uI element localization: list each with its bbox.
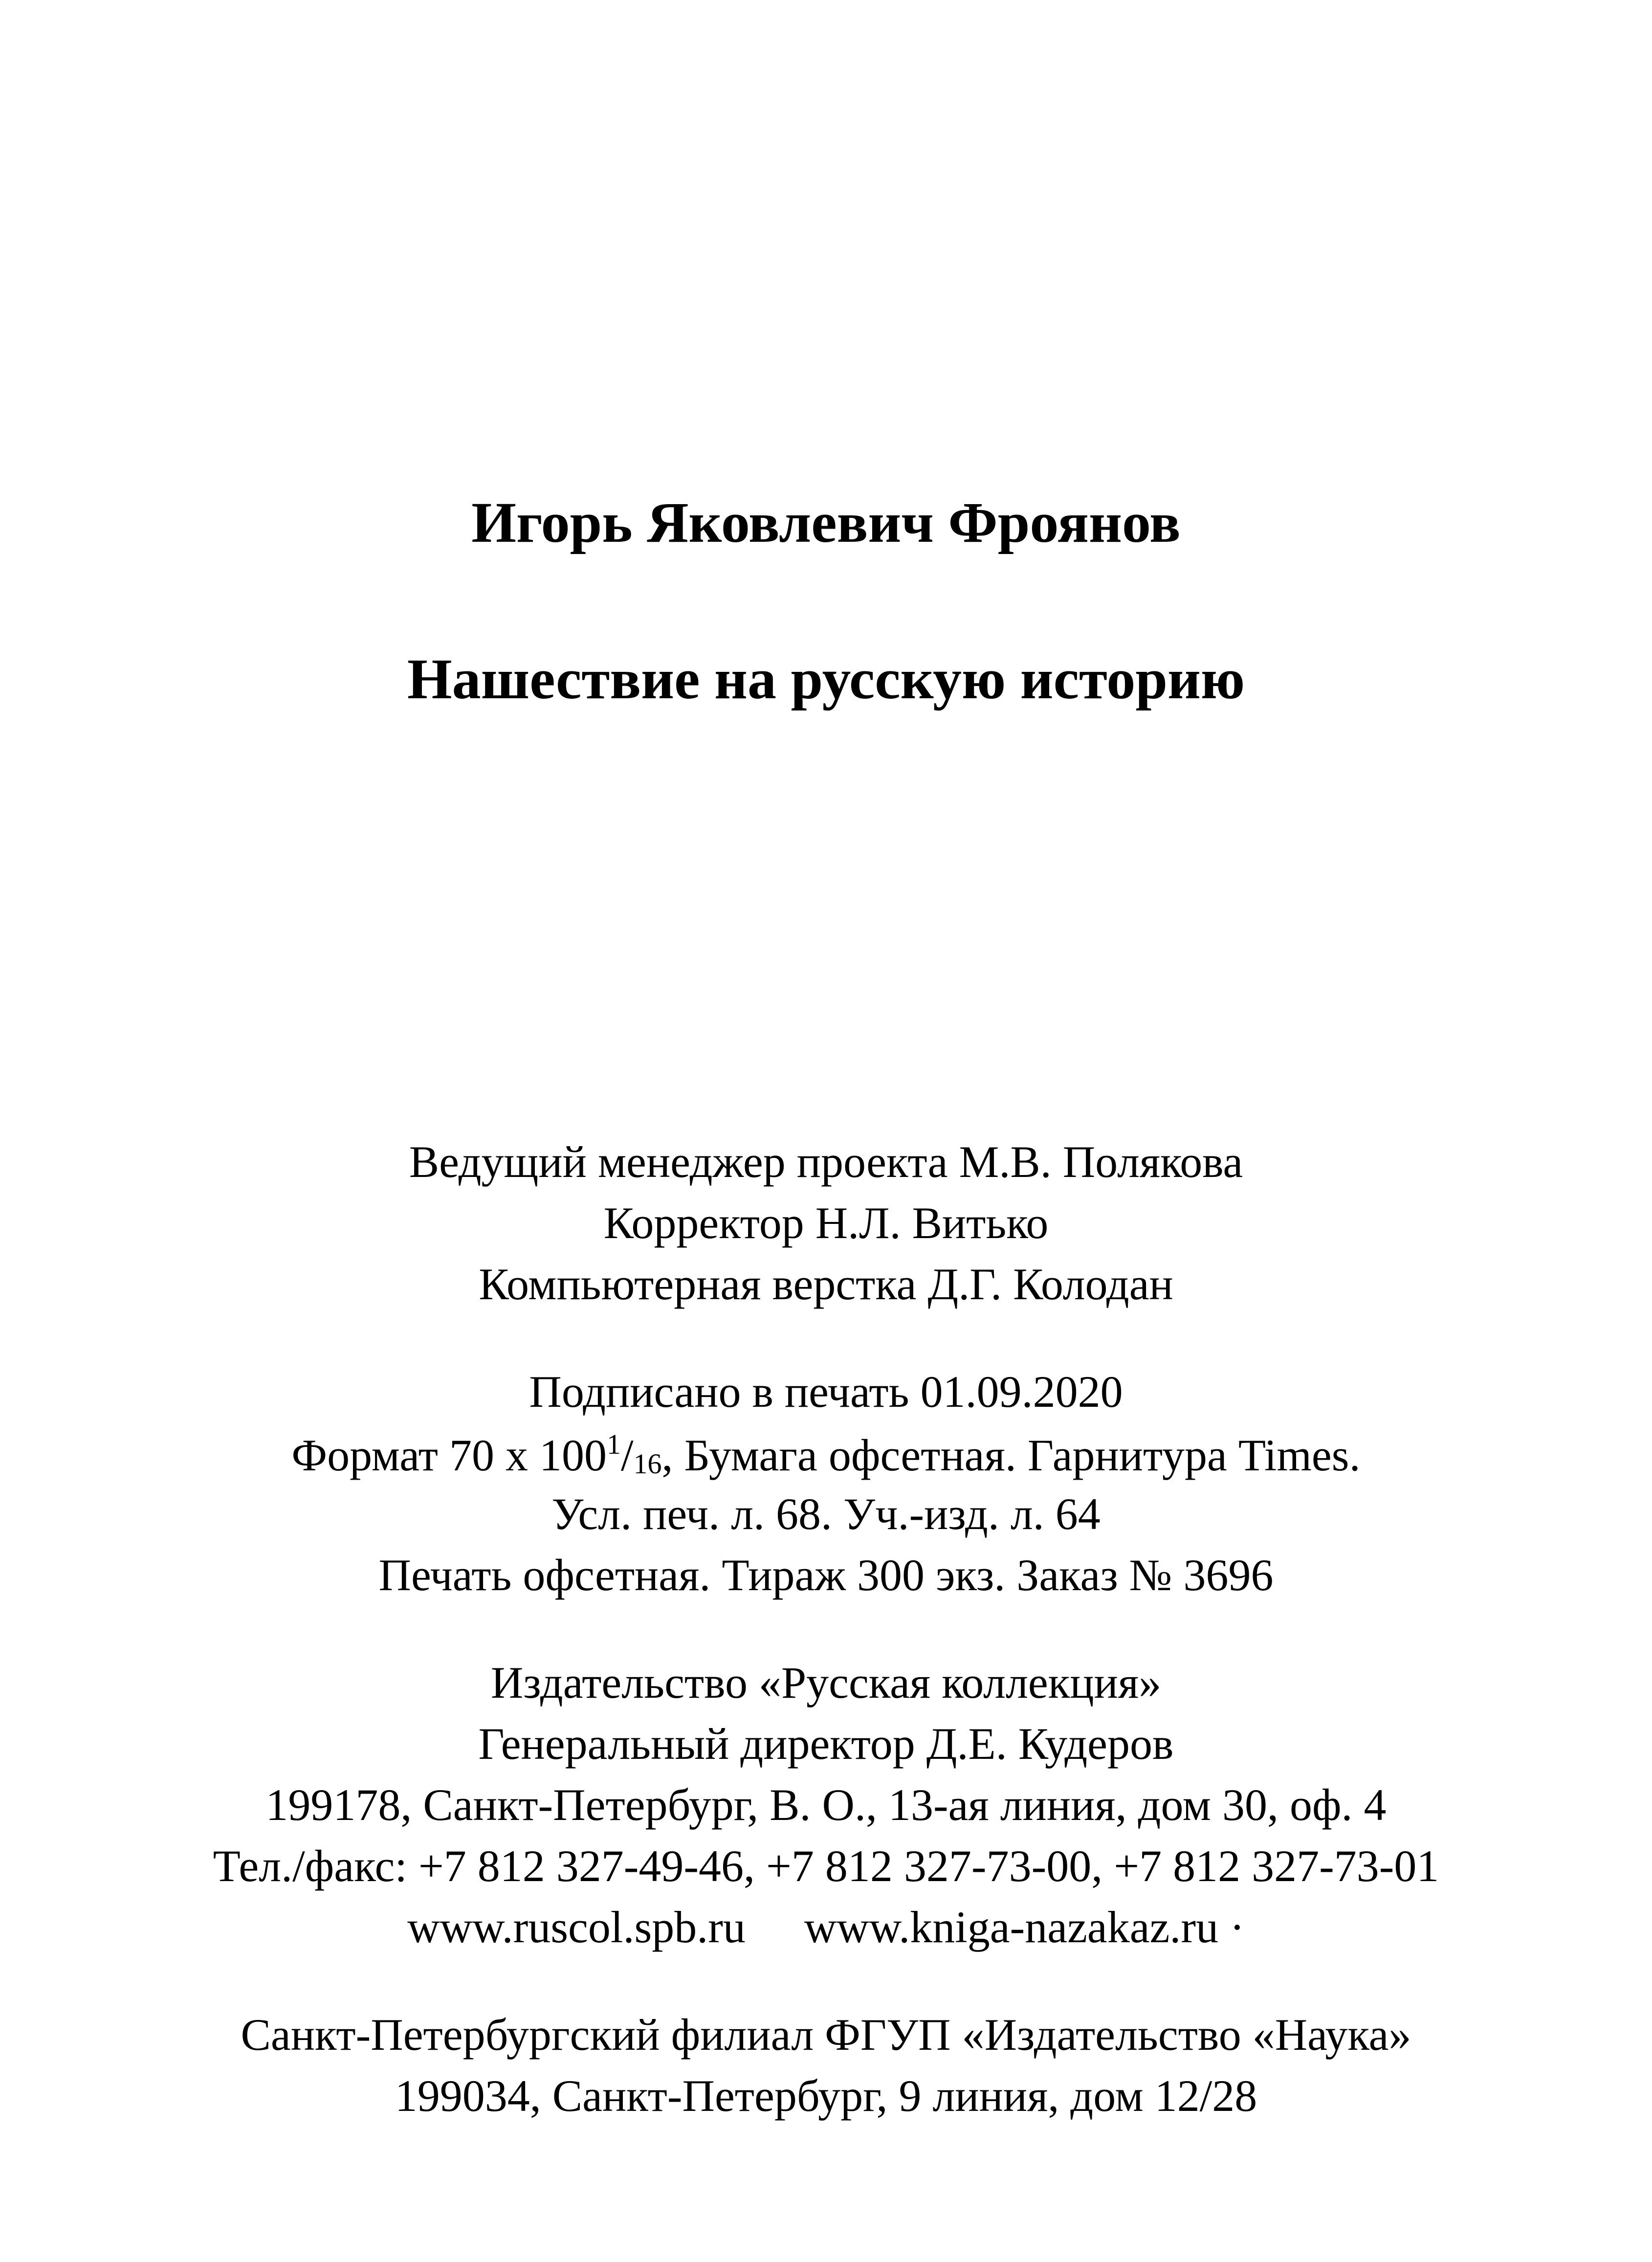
format-denominator: 16: [633, 1448, 662, 1480]
printed-sheets: Усл. печ. л. 68. Уч.-изд. л. 64: [551, 1489, 1101, 1539]
publisher-director: Генеральный директор Д.Е. Кудеров: [478, 1719, 1174, 1769]
format-numerator: 1: [606, 1428, 621, 1460]
publisher-address: 199178, Санкт-Петербург, В. О., 13-ая линия, дом 30, оф. 4: [265, 1780, 1387, 1830]
print-run: Печать офсетная. Тираж 300 экз. Заказ № 3696: [378, 1550, 1274, 1600]
credit-manager: Ведущий менеджер проекта М.В. Полякова: [409, 1137, 1243, 1187]
format-prefix: Формат 70 х 100: [291, 1430, 607, 1480]
format-suffix: , Бумага офсетная. Гарнитура Times.: [661, 1430, 1361, 1480]
website-link-2: www.kniga-nazakaz.ru ·: [804, 1902, 1245, 1952]
website-link-1: www.ruscol.spb.ru: [407, 1902, 746, 1952]
format-line: [0, 1430, 1652, 1478]
signed-to-print: Подписано в печать 01.09.2020: [529, 1367, 1123, 1417]
credit-layout: Компьютерная верстка Д.Г. Колодан: [479, 1259, 1173, 1309]
publisher-name: Издательство «Русская коллекция»: [490, 1658, 1162, 1708]
publisher-phones: Тел./факс: +7 812 327-49-46, +7 812 327-73-00, +7 812 327-73-01: [213, 1841, 1439, 1891]
format-slash: /: [620, 1430, 634, 1480]
publisher-websites: [0, 1902, 1652, 1952]
printer-address: 199034, Санкт-Петербург, 9 линия, дом 12/28: [395, 2071, 1257, 2121]
book-title: Нашествие на русскую историю: [407, 647, 1245, 711]
printer-name: Санкт-Петербургский филиал ФГУП «Издательство «Наука»: [241, 2010, 1411, 2060]
author-name: Игорь Яковлевич Фроянов: [471, 490, 1181, 554]
credit-proofreader: Корректор Н.Л. Витько: [603, 1198, 1049, 1248]
